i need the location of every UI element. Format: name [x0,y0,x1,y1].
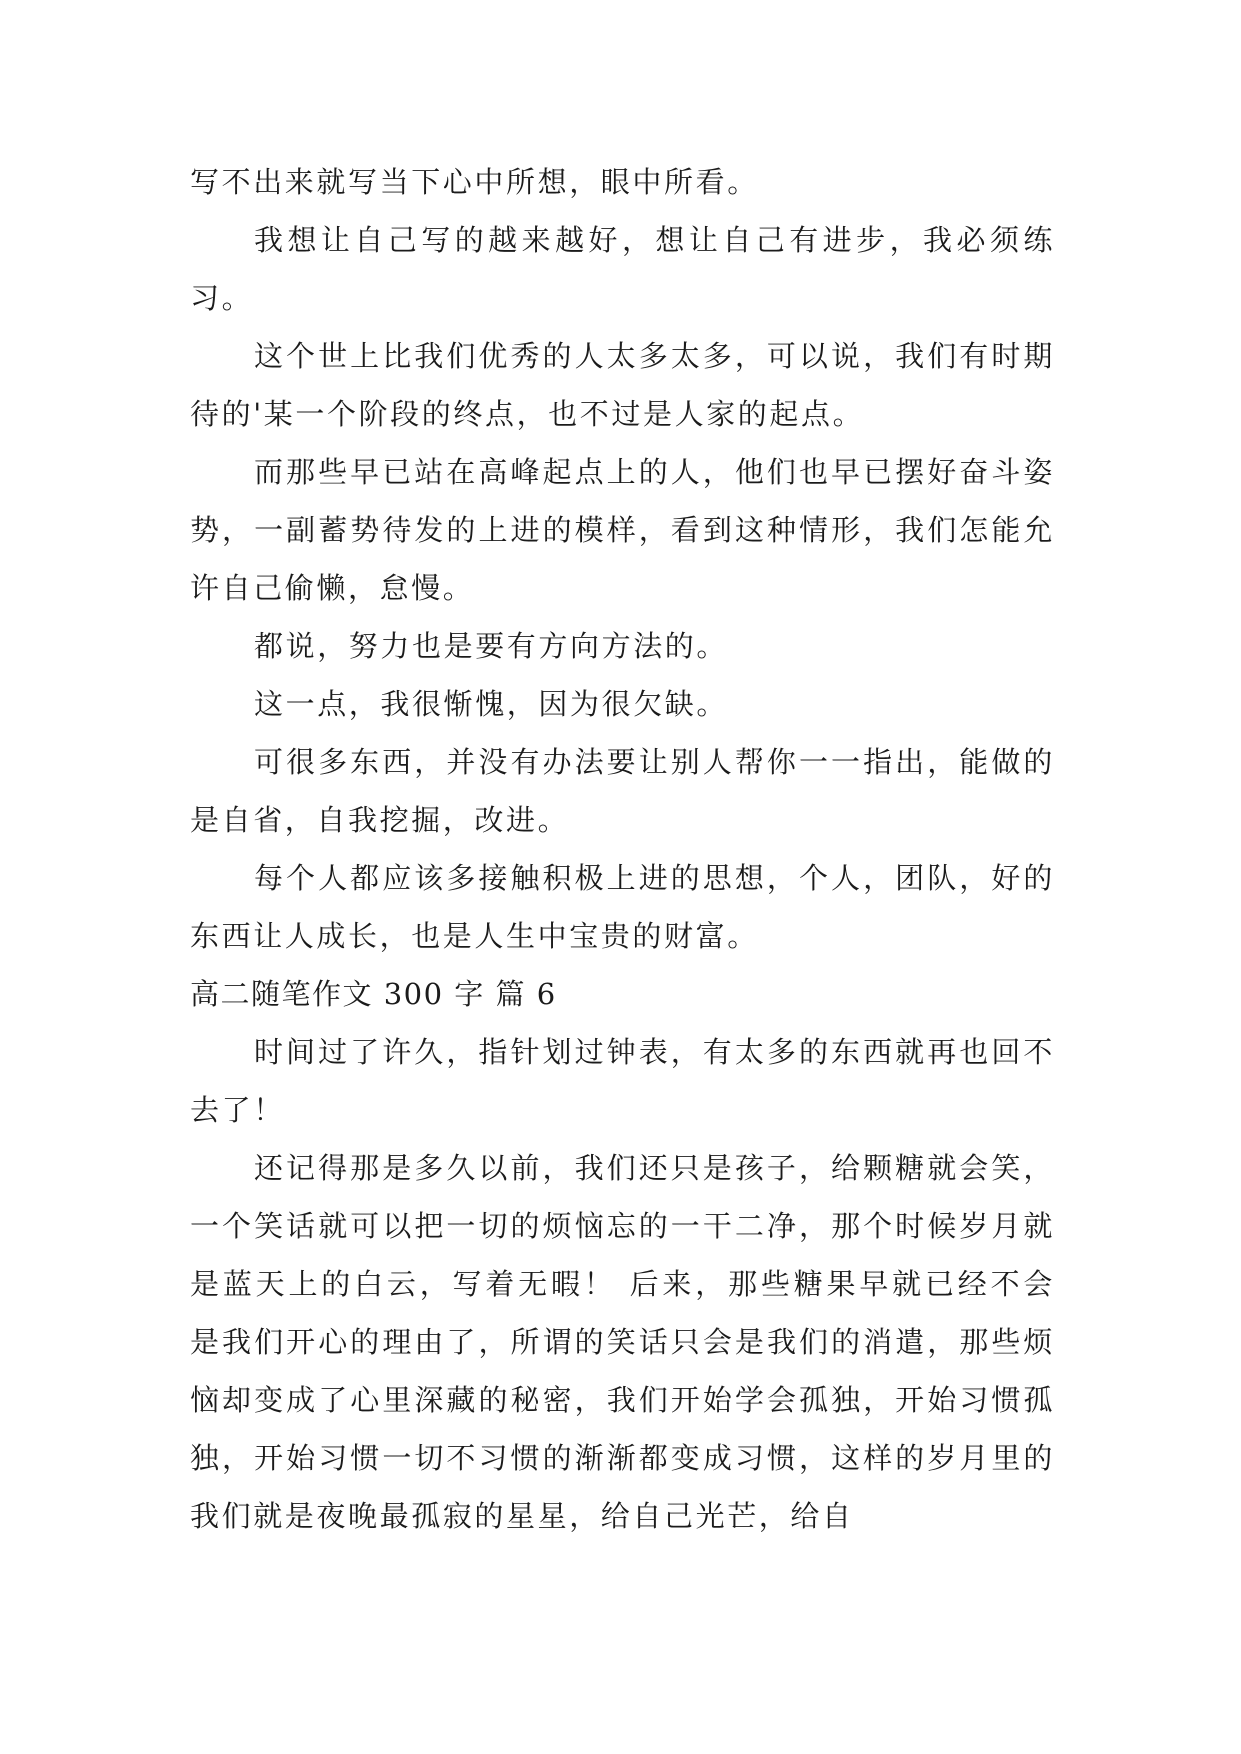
paragraph: 可很多东西，并没有办法要让别人帮你一一指出，能做的是自省，自我挖掘，改进。 [190,745,1055,837]
document-body [190,153,1055,1545]
paragraph: 这一点，我很惭愧，因为很欠缺。 [254,687,729,721]
paragraph: 每个人都应该多接触积极上进的思想，个人，团队，好的东西让人成长，也是人生中宝贵的财富。 [190,861,1055,953]
paragraph: 时间过了许久，指针划过钟表，有太多的东西就再也回不去了！ [190,1035,1055,1127]
paragraph: 我想让自己写的越来越好，想让自己有进步，我必须练习。 [190,223,1055,315]
paragraph: 写不出来就写当下心中所想，眼中所看。 [190,165,759,199]
paragraph: 都说，努力也是要有方向方法的。 [254,629,729,663]
section-heading: 高二随笔作文 300 字 篇 6 [190,977,557,1011]
paragraph: 还记得那是多久以前，我们还只是孩子，给颗糖就会笑，一个笑话就可以把一切的烦恼忘的一干二净，那个时候岁月就是蓝天上的白云，写着无暇！ 后来，那些糖果早就已经不会是我们开心的理由了，所谓的笑话只会是我们的消遣，那些烦恼却变成了心里深藏的秘密，我们开始学会孤独，开始习惯孤独，开始习惯一切不习惯的渐渐都变成习惯，这样的岁月里的我们就是夜晚最孤寂的星星，给自己光芒，给自 [190,1151,1055,1533]
paragraph: 而那些早已站在高峰起点上的人，他们也早已摆好奋斗姿势，一副蓄势待发的上进的模样，看到这种情形，我们怎能允许自己偷懒，怠慢。 [190,455,1055,605]
paragraph: 这个世上比我们优秀的人太多太多，可以说，我们有时期待的'某一个阶段的终点，也不过是人家的起点。 [190,339,1055,431]
